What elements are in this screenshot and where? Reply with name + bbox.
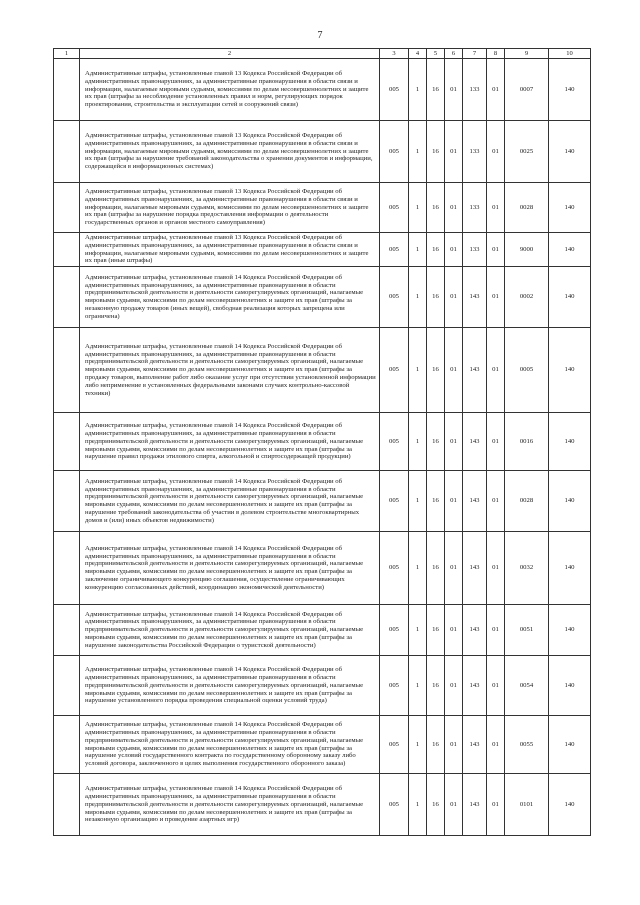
code-cell-c9: 0051	[505, 605, 549, 656]
code-cell-c8: 01	[487, 716, 505, 774]
code-cell-c5: 16	[427, 656, 445, 716]
row-description: Административные штрафы, установленные главой 14 Кодекса Российской Федерации об административных правонарушениях, за административные правонарушения в области предпринимательской деятельности и деятельности саморегулируемых организаций, налагаемые мировыми судьями, комиссиями по делам несовершеннолетних и защите их прав (штрафы за нарушение требований законодательства об участии в долевом строительстве многоквартирных домов и (или) иных объектов недвижимости)	[80, 471, 380, 532]
code-cell-c10: 140	[549, 183, 591, 233]
code-cell-c7: 143	[463, 656, 487, 716]
row-number-cell	[54, 532, 80, 605]
code-cell-c6: 01	[445, 532, 463, 605]
code-cell-c9: 0007	[505, 59, 549, 121]
code-cell-c5: 16	[427, 59, 445, 121]
code-cell-c6: 01	[445, 471, 463, 532]
row-number-cell	[54, 656, 80, 716]
code-cell-c9: 0025	[505, 121, 549, 183]
code-cell-c5: 16	[427, 716, 445, 774]
code-cell-c4: 1	[409, 413, 427, 471]
code-cell-c7: 143	[463, 716, 487, 774]
code-cell-c9: 0028	[505, 471, 549, 532]
code-cell-c6: 01	[445, 59, 463, 121]
code-cell-c5: 16	[427, 774, 445, 836]
code-cell-c8: 01	[487, 267, 505, 328]
code-cell-c5: 16	[427, 328, 445, 413]
code-cell-c8: 01	[487, 413, 505, 471]
code-cell-c5: 16	[427, 471, 445, 532]
code-cell-c5: 16	[427, 532, 445, 605]
header-col-1: 1	[54, 49, 80, 59]
row-description: Административные штрафы, установленные главой 14 Кодекса Российской Федерации об административных правонарушениях, за административные правонарушения в области предпринимательской деятельности и деятельности саморегулируемых организаций, налагаемые мировыми судьями, комиссиями по делам несовершеннолетних и защите их прав (штрафы за нарушение установленного порядка проведения специальной оценки условий труда)	[80, 656, 380, 716]
code-cell-c7: 143	[463, 267, 487, 328]
code-cell-c10: 140	[549, 605, 591, 656]
code-cell-c3: 005	[380, 267, 409, 328]
row-description: Административные штрафы, установленные главой 14 Кодекса Российской Федерации об административных правонарушениях, за административные правонарушения в области предпринимательской деятельности и деятельности саморегулируемых организаций, налагаемые мировыми судьями, комиссиями по делам несовершеннолетних и защите их прав (штрафы за продажу товаров, выполнение работ либо оказание услуг при отсутствии установленной информации либо неприменение в установленных федеральными законами случаях контрольно-кассовой техники)	[80, 328, 380, 413]
row-number-cell	[54, 328, 80, 413]
code-cell-c10: 140	[549, 471, 591, 532]
code-cell-c7: 143	[463, 605, 487, 656]
code-cell-c4: 1	[409, 59, 427, 121]
code-cell-c6: 01	[445, 413, 463, 471]
table-header-row	[54, 49, 591, 59]
code-cell-c8: 01	[487, 59, 505, 121]
code-cell-c10: 140	[549, 532, 591, 605]
code-cell-c3: 005	[380, 233, 409, 267]
code-cell-c7: 133	[463, 183, 487, 233]
table-row	[54, 413, 591, 471]
code-cell-c10: 140	[549, 716, 591, 774]
code-cell-c4: 1	[409, 774, 427, 836]
code-cell-c5: 16	[427, 183, 445, 233]
code-cell-c3: 005	[380, 532, 409, 605]
header-col-10: 10	[549, 49, 591, 59]
code-cell-c7: 133	[463, 233, 487, 267]
code-cell-c3: 005	[380, 774, 409, 836]
code-cell-c6: 01	[445, 328, 463, 413]
code-cell-c4: 1	[409, 233, 427, 267]
row-number-cell	[54, 59, 80, 121]
code-cell-c4: 1	[409, 328, 427, 413]
code-cell-c4: 1	[409, 716, 427, 774]
code-cell-c6: 01	[445, 656, 463, 716]
code-cell-c3: 005	[380, 328, 409, 413]
code-cell-c4: 1	[409, 267, 427, 328]
table-row	[54, 774, 591, 836]
code-cell-c3: 005	[380, 121, 409, 183]
code-cell-c5: 16	[427, 121, 445, 183]
page-number: 7	[317, 30, 323, 41]
code-cell-c9: 0054	[505, 656, 549, 716]
code-cell-c8: 01	[487, 183, 505, 233]
code-cell-c6: 01	[445, 183, 463, 233]
code-cell-c10: 140	[549, 413, 591, 471]
code-cell-c7: 143	[463, 328, 487, 413]
code-cell-c5: 16	[427, 605, 445, 656]
header-col-6: 6	[445, 49, 463, 59]
row-description: Административные штрафы, установленные главой 14 Кодекса Российской Федерации об административных правонарушениях, за административные правонарушения в области предпринимательской деятельности и деятельности саморегулируемых организаций, налагаемые мировыми судьями, комиссиями по делам несовершеннолетних и защите их прав (штрафы за заключение ограничивающего конкуренцию соглашения, осуществление ограничивающих конкуренцию согласованных действий, координацию экономической деятельности)	[80, 532, 380, 605]
row-description: Административные штрафы, установленные главой 14 Кодекса Российской Федерации об административных правонарушениях, за административные правонарушения в области предпринимательской деятельности и деятельности саморегулируемых организаций, налагаемые мировыми судьями, комиссиями по делам несовершеннолетних и защите их прав (штрафы за нарушение правил продажи этилового спирта, алкогольной и спиртосодержащей продукции)	[80, 413, 380, 471]
code-cell-c8: 01	[487, 656, 505, 716]
code-cell-c6: 01	[445, 605, 463, 656]
code-cell-c8: 01	[487, 774, 505, 836]
code-cell-c10: 140	[549, 328, 591, 413]
table-row	[54, 532, 591, 605]
code-cell-c10: 140	[549, 59, 591, 121]
table-row	[54, 471, 591, 532]
row-number-cell	[54, 267, 80, 328]
code-cell-c9: 0005	[505, 328, 549, 413]
header-col-2: 2	[80, 49, 380, 59]
header-col-8: 8	[487, 49, 505, 59]
table-row	[54, 59, 591, 121]
budget-codes-table	[53, 48, 591, 836]
code-cell-c4: 1	[409, 121, 427, 183]
code-cell-c3: 005	[380, 605, 409, 656]
code-cell-c10: 140	[549, 121, 591, 183]
row-number-cell	[54, 471, 80, 532]
row-description: Административные штрафы, установленные главой 14 Кодекса Российской Федерации об административных правонарушениях, за административные правонарушения в области предпринимательской деятельности и деятельности саморегулируемых организаций, налагаемые мировыми судьями, комиссиями по делам несовершеннолетних и защите их прав (штрафы за незаконную продажу товаров (иных вещей), свободная реализация которых запрещена или ограничена)	[80, 267, 380, 328]
code-cell-c3: 005	[380, 656, 409, 716]
row-description: Административные штрафы, установленные главой 13 Кодекса Российской Федерации об административных правонарушениях, за административные правонарушения в области связи и информации, налагаемые мировыми судьями, комиссиями по делам несовершеннолетних и защите их прав (штрафы за несоблюдение установленных правил и норм, регулирующих порядок проектирования, строительства и эксплуатации сетей и сооружений связи)	[80, 59, 380, 121]
row-description: Административные штрафы, установленные главой 13 Кодекса Российской Федерации об административных правонарушениях, за административные правонарушения в области связи и информации, налагаемые мировыми судьями, комиссиями по делам несовершеннолетних и защите их прав (штрафы за нарушение требований законодательства о хранении документов и информации, содержащейся в информационных системах)	[80, 121, 380, 183]
code-cell-c9: 0002	[505, 267, 549, 328]
code-cell-c10: 140	[549, 233, 591, 267]
table-row	[54, 605, 591, 656]
code-cell-c9: 9000	[505, 233, 549, 267]
code-cell-c9: 0032	[505, 532, 549, 605]
row-number-cell	[54, 774, 80, 836]
code-cell-c8: 01	[487, 605, 505, 656]
code-cell-c8: 01	[487, 532, 505, 605]
header-col-9: 9	[505, 49, 549, 59]
code-cell-c9: 0016	[505, 413, 549, 471]
row-description: Административные штрафы, установленные главой 14 Кодекса Российской Федерации об административных правонарушениях, за административные правонарушения в области предпринимательской деятельности и деятельности саморегулируемых организаций, налагаемые мировыми судьями, комиссиями по делам несовершеннолетних и защите их прав (штрафы за незаконную организацию и проведение азартных игр)	[80, 774, 380, 836]
code-cell-c9: 0028	[505, 183, 549, 233]
code-cell-c9: 0101	[505, 774, 549, 836]
row-number-cell	[54, 121, 80, 183]
code-cell-c4: 1	[409, 471, 427, 532]
code-cell-c4: 1	[409, 656, 427, 716]
code-cell-c10: 140	[549, 774, 591, 836]
table-row	[54, 233, 591, 267]
code-cell-c3: 005	[380, 413, 409, 471]
code-cell-c6: 01	[445, 121, 463, 183]
code-cell-c7: 143	[463, 413, 487, 471]
code-cell-c10: 140	[549, 267, 591, 328]
code-cell-c3: 005	[380, 716, 409, 774]
row-description: Административные штрафы, установленные главой 14 Кодекса Российской Федерации об административных правонарушениях, за административные правонарушения в области предпринимательской деятельности и деятельности саморегулируемых организаций, налагаемые мировыми судьями, комиссиями по делам несовершеннолетних и защите их прав (штрафы за нарушение законодательства Российской Федерации о туристской деятельности)	[80, 605, 380, 656]
code-cell-c5: 16	[427, 233, 445, 267]
table-row	[54, 328, 591, 413]
row-description: Административные штрафы, установленные главой 13 Кодекса Российской Федерации об административных правонарушениях, за административные правонарушения в области связи и информации, налагаемые мировыми судьями, комиссиями по делам несовершеннолетних и защите их прав (штрафы за нарушение порядка предоставления информации о деятельности государственных органов и органов местного самоуправления)	[80, 183, 380, 233]
header-col-5: 5	[427, 49, 445, 59]
table-row	[54, 716, 591, 774]
row-number-cell	[54, 605, 80, 656]
code-cell-c6: 01	[445, 774, 463, 836]
table-row	[54, 183, 591, 233]
code-cell-c10: 140	[549, 656, 591, 716]
row-number-cell	[54, 716, 80, 774]
code-cell-c8: 01	[487, 328, 505, 413]
code-cell-c9: 0055	[505, 716, 549, 774]
header-col-3: 3	[380, 49, 409, 59]
table-row	[54, 267, 591, 328]
code-cell-c6: 01	[445, 233, 463, 267]
code-cell-c4: 1	[409, 605, 427, 656]
code-cell-c7: 143	[463, 774, 487, 836]
row-number-cell	[54, 183, 80, 233]
code-cell-c6: 01	[445, 716, 463, 774]
row-number-cell	[54, 413, 80, 471]
table-row	[54, 656, 591, 716]
table-row	[54, 121, 591, 183]
code-cell-c8: 01	[487, 233, 505, 267]
code-cell-c8: 01	[487, 121, 505, 183]
code-cell-c6: 01	[445, 267, 463, 328]
code-cell-c7: 133	[463, 59, 487, 121]
code-cell-c4: 1	[409, 532, 427, 605]
table-body	[54, 49, 591, 836]
header-col-7: 7	[463, 49, 487, 59]
code-cell-c3: 005	[380, 59, 409, 121]
row-description: Административные штрафы, установленные главой 14 Кодекса Российской Федерации об административных правонарушениях, за административные правонарушения в области предпринимательской деятельности и деятельности саморегулируемых организаций, налагаемые мировыми судьями, комиссиями по делам несовершеннолетних и защите их прав (штрафы за нарушение условий государственного контракта по государственному оборонному заказу либо условий договора, заключенного в целях выполнения государственного оборонного заказа)	[80, 716, 380, 774]
code-cell-c5: 16	[427, 413, 445, 471]
code-cell-c7: 133	[463, 121, 487, 183]
code-cell-c4: 1	[409, 183, 427, 233]
code-cell-c8: 01	[487, 471, 505, 532]
code-cell-c5: 16	[427, 267, 445, 328]
code-cell-c3: 005	[380, 183, 409, 233]
code-cell-c3: 005	[380, 471, 409, 532]
code-cell-c7: 143	[463, 532, 487, 605]
row-description: Административные штрафы, установленные главой 13 Кодекса Российской Федерации об административных правонарушениях, за административные правонарушения в области связи и информации, налагаемые мировыми судьями, комиссиями по делам несовершеннолетних и защите их прав (иные штрафы)	[80, 233, 380, 267]
code-cell-c7: 143	[463, 471, 487, 532]
header-col-4: 4	[409, 49, 427, 59]
row-number-cell	[54, 233, 80, 267]
